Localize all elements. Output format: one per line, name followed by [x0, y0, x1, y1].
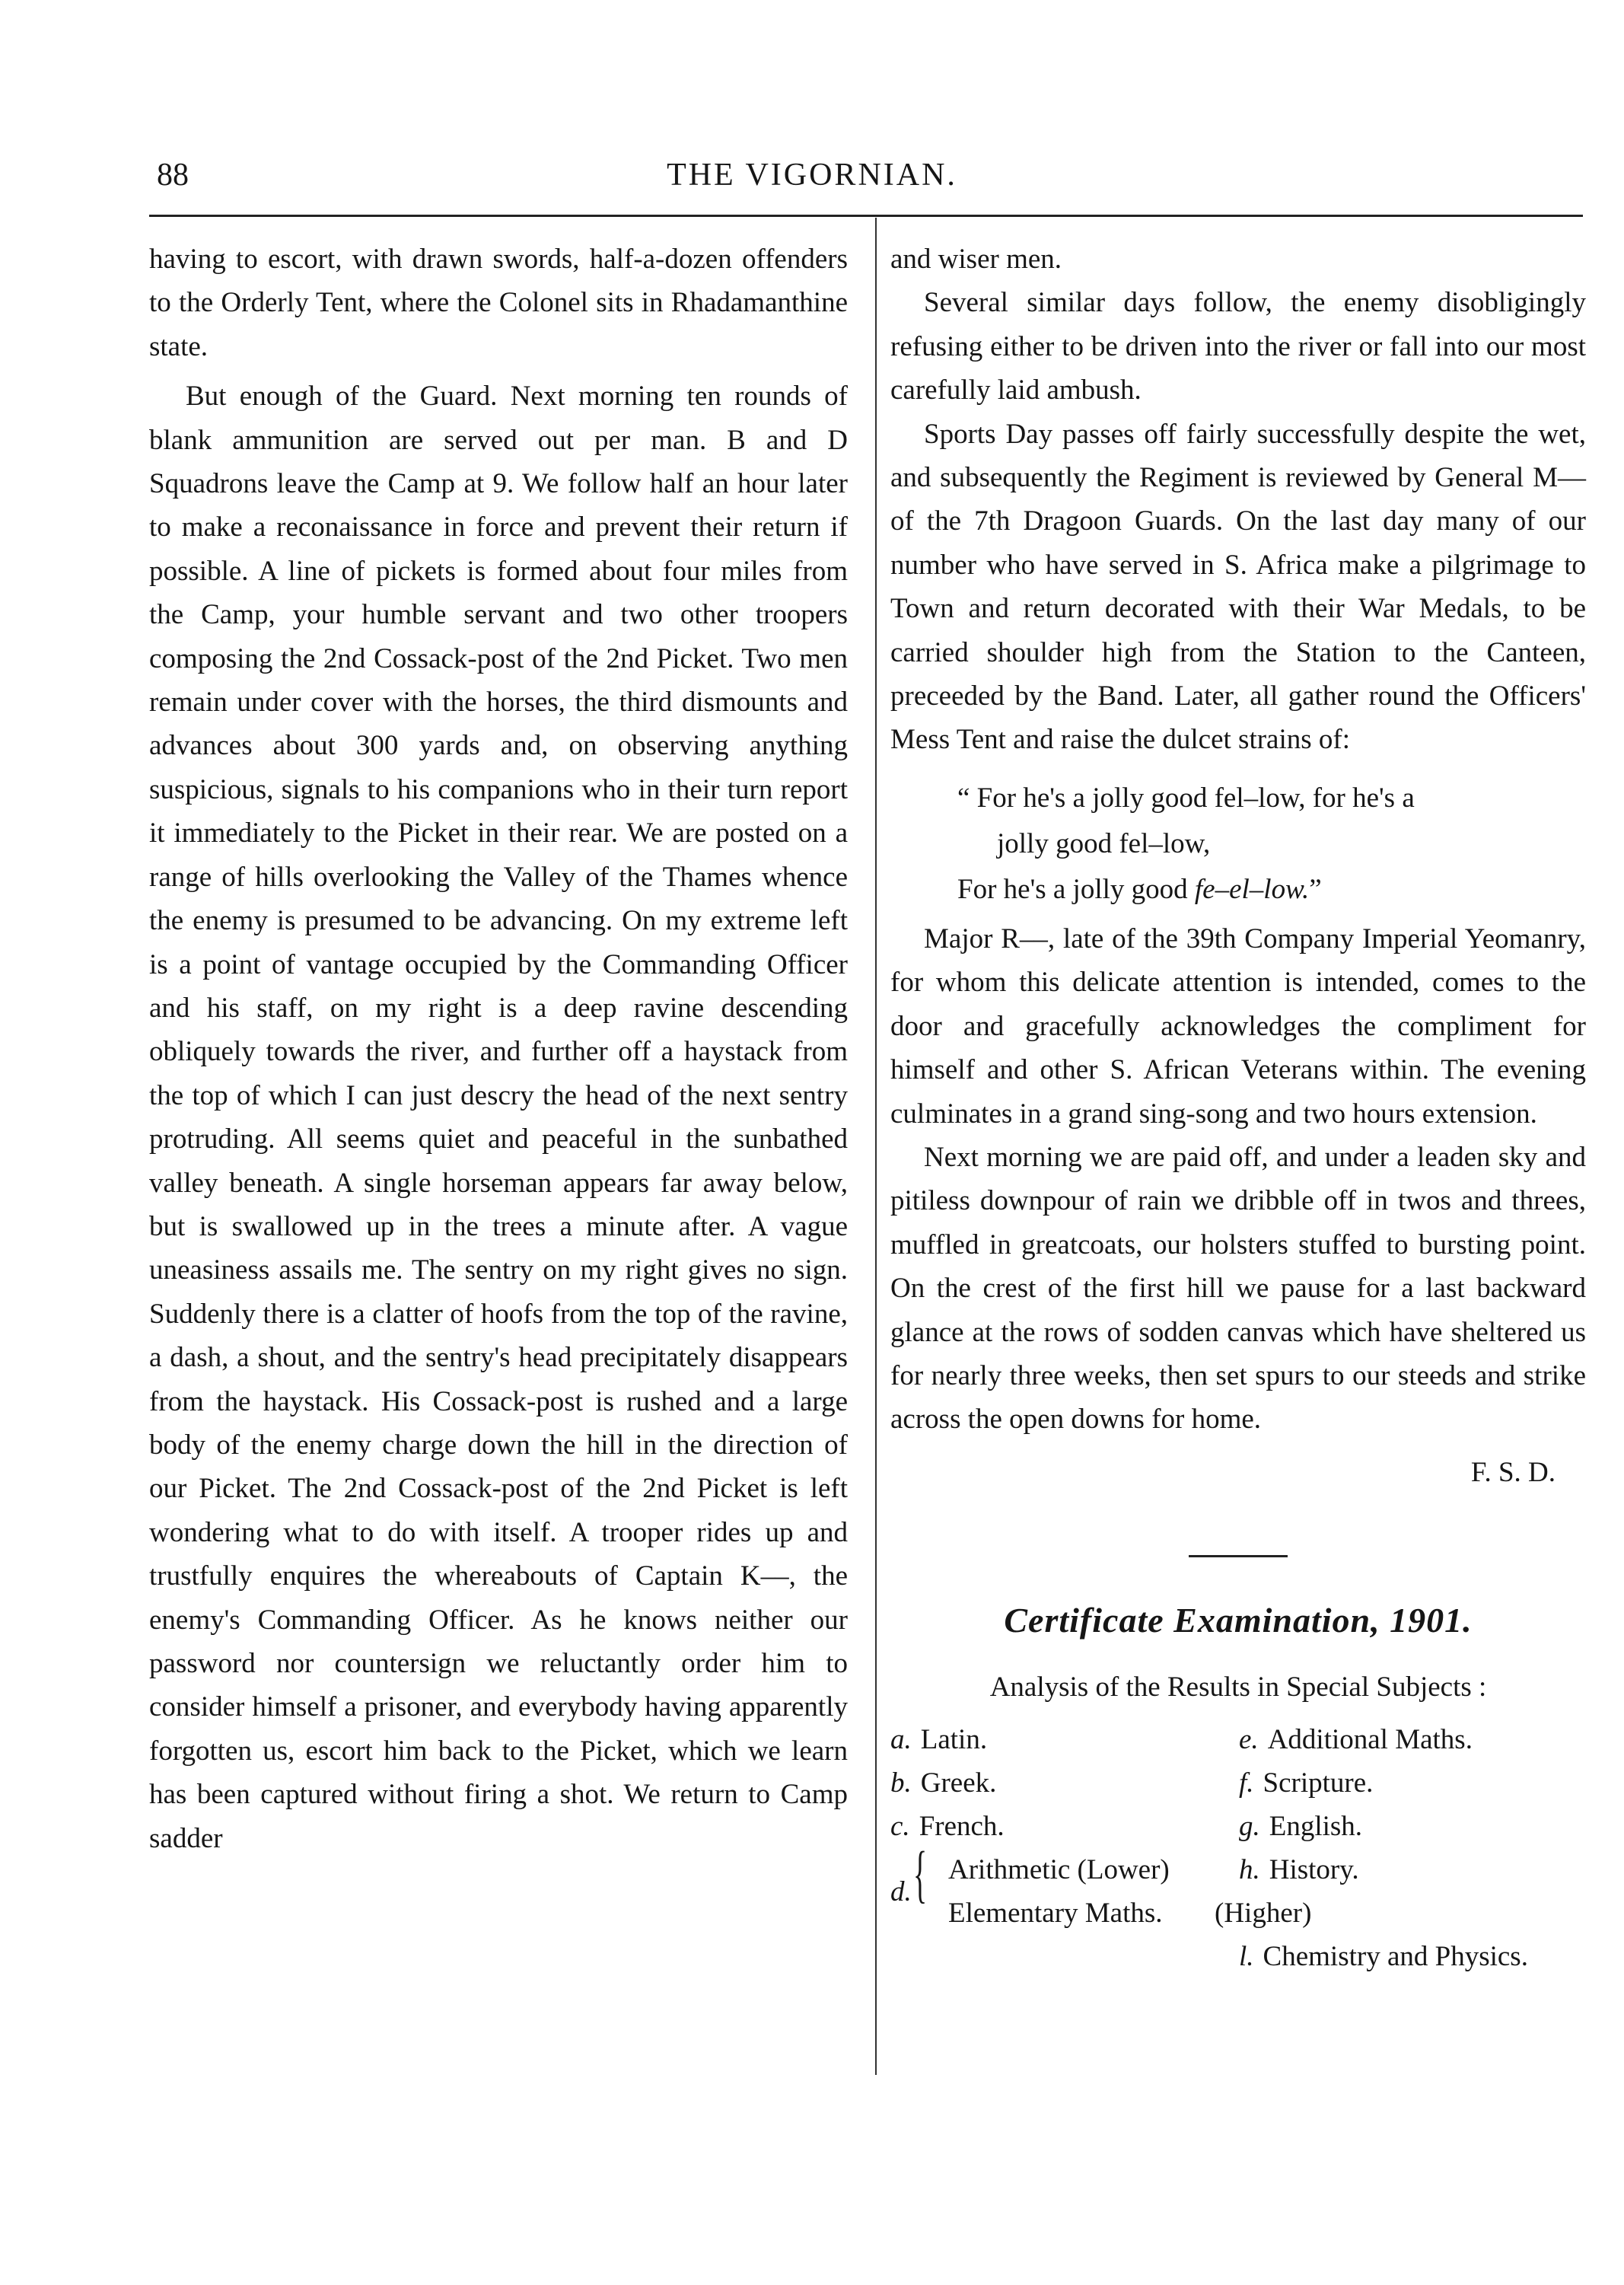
verse-block: [890, 776, 1586, 913]
subject-a-letter: a.: [890, 1723, 912, 1755]
subject-c: [890, 1805, 1005, 1848]
right-continuation: and wiser men.: [890, 244, 1062, 275]
verse-line-1: “ For he's a jolly good fel–low, for he's a: [957, 782, 1415, 814]
subject-d-line-2: Elementary Maths.: [948, 1897, 1163, 1929]
subject-l: [1239, 1935, 1528, 1978]
subject-d-line-1: Arithmetic (Lower): [948, 1853, 1170, 1885]
column-divider: [875, 218, 877, 2075]
subject-f: [1239, 1761, 1373, 1805]
right-column: [890, 237, 1586, 1992]
verse-line-3-suffix: ”: [1309, 873, 1322, 905]
left-column: [149, 237, 848, 1860]
subject-h-letter: h.: [1239, 1853, 1260, 1885]
right-paragraph-4: Next morning we are paid off, and under a leaden sky and pitiless downpour of rain we dribble off in twos and threes, muffled in greatcoats, our holsters stuffed to bursting point. On the crest of the first hill we pause for a last backward glance at the rows of sodden canvas which have sheltered us for nearly three weeks, then set spurs to our steeds and strike across the open downs for home.: [890, 1141, 1586, 1436]
header-rule: [149, 215, 1583, 217]
subject-g: [1239, 1805, 1362, 1848]
verse-line-3-italic: fe–el–low.: [1194, 873, 1310, 905]
subject-a-name: Latin.: [920, 1723, 988, 1755]
verse-line-3-prefix: For he's a jolly good: [957, 873, 1195, 905]
subject-c-letter: c.: [890, 1810, 910, 1842]
subject-h: [1239, 1848, 1359, 1891]
subject-e-letter: e.: [1239, 1723, 1259, 1755]
subject-d-letter: d.: [890, 1875, 912, 1907]
verse-line-2: jolly good fel–low,: [997, 827, 1211, 859]
brace-icon: {: [913, 1838, 928, 1910]
subject-g-letter: g.: [1239, 1810, 1260, 1842]
right-paragraph-2: Sports Day passes off fairly successfully despite the wet, and subsequently the Regiment is reviewed by General M— of the 7th Dragoon Guards. On the last day many of our number who have served in S. Africa make a pilgrimage to Town and return decorated with their War Medals, to be carried shoulder high from the Station to the Canteen, preceeded by the Band. Later, all gather round the Officers' Mess Tent and raise the dulcet strains of:: [890, 418, 1586, 756]
subject-h-note: (Higher): [1215, 1897, 1312, 1929]
subject-b-letter: b.: [890, 1767, 912, 1799]
analysis-intro: Analysis of the Results in Special Subjects :: [989, 1671, 1487, 1703]
subject-b-name: Greek.: [920, 1767, 997, 1799]
verse-line-3: [890, 867, 1586, 913]
left-paragraph-1: having to escort, with drawn swords, half-a-dozen offenders to the Orderly Tent, where the Colonel sits in Rhadamanthine state.: [149, 244, 848, 362]
subject-e: [1239, 1718, 1473, 1761]
subject-f-name: Scripture.: [1263, 1767, 1374, 1799]
certificate-heading: Certificate Examination, 1901.: [1004, 1601, 1473, 1640]
subject-l-name: Chemistry and Physics.: [1263, 1940, 1528, 1972]
subject-c-name: French.: [919, 1810, 1005, 1842]
right-paragraph-1: Several similar days follow, the enemy disobligingly refusing either to be driven into the river or fall into our most carefully laid ambush.: [890, 287, 1586, 406]
subject-a: [890, 1718, 987, 1761]
subject-h-name: History.: [1269, 1853, 1359, 1885]
left-paragraph-2: But enough of the Guard. Next morning ten rounds of blank ammunition are served out per man. B and D Squadrons leave the Camp at 9. We follow half an hour later to make a reconaissance in force and prevent their return if possible. A line of pickets is formed about four miles from the Camp, your humble servant and two other troopers composing the 2nd Cossack-post of the 2nd Picket. Two men remain under cover with the horses, the third dismounts and advances about 300 yards and, on observing anything suspicious, signals to his companions who in their turn report it immediately to the Picket in their rear. We are posted on a range of hills overlooking the Valley of the Thames whence the enemy is presumed to be advancing. On my extreme left is a point of vantage occupied by the Commanding Officer and his staff, on my right is a deep ravine descending obliquely towards the river, and further off a haystack from the top of which I can just descry the head of the next sentry protruding. All seems quiet and peaceful in the sunbathed valley beneath. A single horseman appears far away below, but is swallowed up in the trees a minute after. A vague uneasiness assails me. The sentry on my right gives no sign. Suddenly there is a clatter of hoofs from the top of the ravine, a dash, a shout, and the sentry's head precipitately disappears from the haystack. His Cossack-post is rushed and a large body of the enemy charge down the hill in the direction of our Picket. The 2nd Cossack-post of the 2nd Picket is left wondering what to do with itself. A trooper rides up and trustfully enquires the whereabouts of Captain K––, the enemy's Commanding Officer. As he knows neither our password nor countersign we reluctantly order him to consider himself a prisoner, and everybody having apparently forgotten us, escort him back to the Picket, which we learn has been captured without firing a shot. We return to Camp sadder: [149, 381, 848, 1854]
running-title: THE VIGORNIAN.: [667, 158, 957, 193]
subjects-list: [890, 1718, 1586, 1992]
subject-g-name: English.: [1269, 1810, 1363, 1842]
right-paragraph-3: Major R––, late of the 39th Company Imperial Yeomanry, for whom this delicate attention is intended, comes to the door and gracefully acknowledges the compliment for himself and other S. African Veterans within. The evening culminates in a grand sing-song and two hours extension.: [890, 923, 1586, 1130]
signature: F. S. D.: [1470, 1456, 1556, 1488]
subject-f-letter: f.: [1239, 1767, 1254, 1799]
page-number: 88: [157, 158, 189, 193]
section-rule: [1189, 1555, 1288, 1557]
subject-e-name: Additional Maths.: [1267, 1723, 1473, 1755]
subject-b: [890, 1761, 996, 1805]
subject-l-letter: l.: [1239, 1940, 1254, 1972]
